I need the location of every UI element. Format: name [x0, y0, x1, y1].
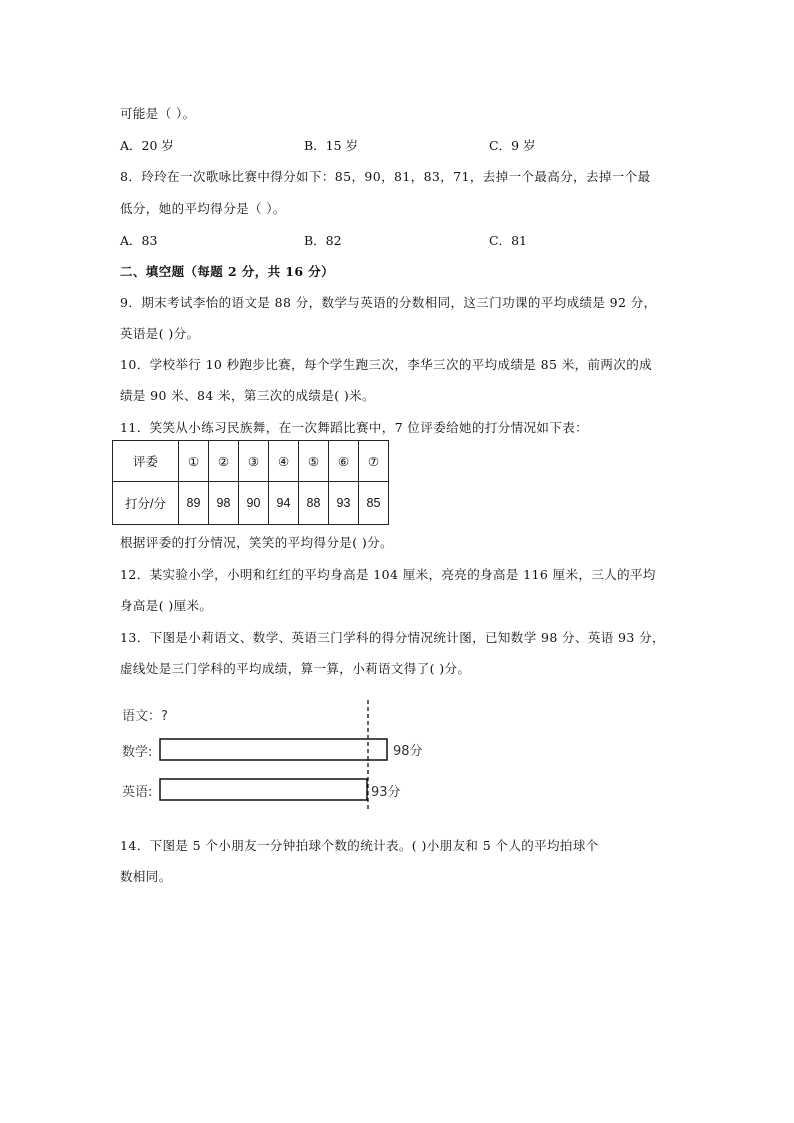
- judge-number: ⑤: [299, 441, 329, 482]
- q7-option-c: C．9 岁: [489, 138, 536, 153]
- table-header-judge: 评委: [113, 441, 179, 482]
- q11-text-line2: 根据评委的打分情况，笑笑的平均得分是( )分。: [120, 535, 393, 550]
- q9-text-line1: 9．期末考试李怡的语文是 88 分，数学与英语的分数相同，这三门功课的平均成绩是 92 分，: [120, 295, 657, 310]
- table-row: [113, 482, 389, 525]
- q13-text-line1: 13．下图是小莉语文、数学、英语三门学科的得分情况统计图，已知数学 98 分、英语 93 分，: [120, 630, 665, 645]
- table-row: [113, 441, 389, 482]
- q14-text-line1: 14．下图是 5 个小朋友一分钟拍球个数的统计表。( )小朋友和 5 个人的平均拍球个: [120, 838, 599, 853]
- judge-number: ④: [269, 441, 299, 482]
- score-cell: 98: [209, 482, 239, 525]
- judge-number: ⑥: [329, 441, 359, 482]
- score-cell: 89: [179, 482, 209, 525]
- q12-text-line2: 身高是( )厘米。: [120, 598, 213, 613]
- section-title-fill-in: 二、填空题（每题 2 分，共 16 分）: [120, 264, 335, 279]
- judge-number: ①: [179, 441, 209, 482]
- q9-text-line2: 英语是( )分。: [120, 326, 200, 341]
- english-bar: [160, 779, 367, 800]
- judge-number: ⑦: [359, 441, 389, 482]
- q11-text-line1: 11．笑笑从小练习民族舞，在一次舞蹈比赛中，7 位评委给她的打分情况如下表：: [120, 420, 589, 435]
- q8-option-c: C．81: [489, 233, 527, 248]
- chinese-label: 语文：?: [122, 709, 168, 724]
- q8-text-line2: 低分，她的平均得分是（ ）。: [120, 201, 286, 216]
- q14-text-line2: 数相同。: [120, 869, 172, 884]
- math-bar: [160, 739, 387, 760]
- score-cell: 93: [329, 482, 359, 525]
- score-cell: 90: [239, 482, 269, 525]
- q7-option-a: A．20 岁: [120, 138, 174, 153]
- q7-option-b: B．15 岁: [304, 138, 359, 153]
- q12-text-line1: 12．某实验小学，小明和红红的平均身高是 104 厘米，亮亮的身高是 116 厘米，三人的平均: [120, 567, 656, 582]
- english-value-label: 93分: [371, 785, 401, 800]
- q7-text-tail: 可能是（ ）。: [120, 106, 196, 121]
- q13-text-line2: 虚线处是三门学科的平均成绩，算一算，小莉语文得了( )分。: [120, 661, 471, 676]
- score-cell: 94: [269, 482, 299, 525]
- judge-number: ③: [239, 441, 269, 482]
- q10-text-line2: 绩是 90 米、84 米，第三次的成绩是( )米。: [120, 388, 375, 403]
- score-cell: 85: [359, 482, 389, 525]
- q8-option-a: A．83: [120, 233, 158, 248]
- judge-number: ②: [209, 441, 239, 482]
- q8-text-line1: 8．玲玲在一次歌咏比赛中得分如下：85，90，81，83，71，去掉一个最高分，去掉一个最: [120, 169, 651, 184]
- math-label: 数学:: [122, 745, 153, 760]
- table-header-score: 打分/分: [113, 482, 179, 525]
- math-value-label: 98分: [393, 744, 423, 759]
- judge-score-table: [112, 440, 389, 525]
- q10-text-line1: 10．学校举行 10 秒跑步比赛，每个学生跑三次，李华三次的平均成绩是 85 米，前两次的成: [120, 357, 653, 372]
- score-cell: 88: [299, 482, 329, 525]
- english-label: 英语:: [122, 785, 153, 800]
- q8-option-b: B．82: [304, 233, 342, 248]
